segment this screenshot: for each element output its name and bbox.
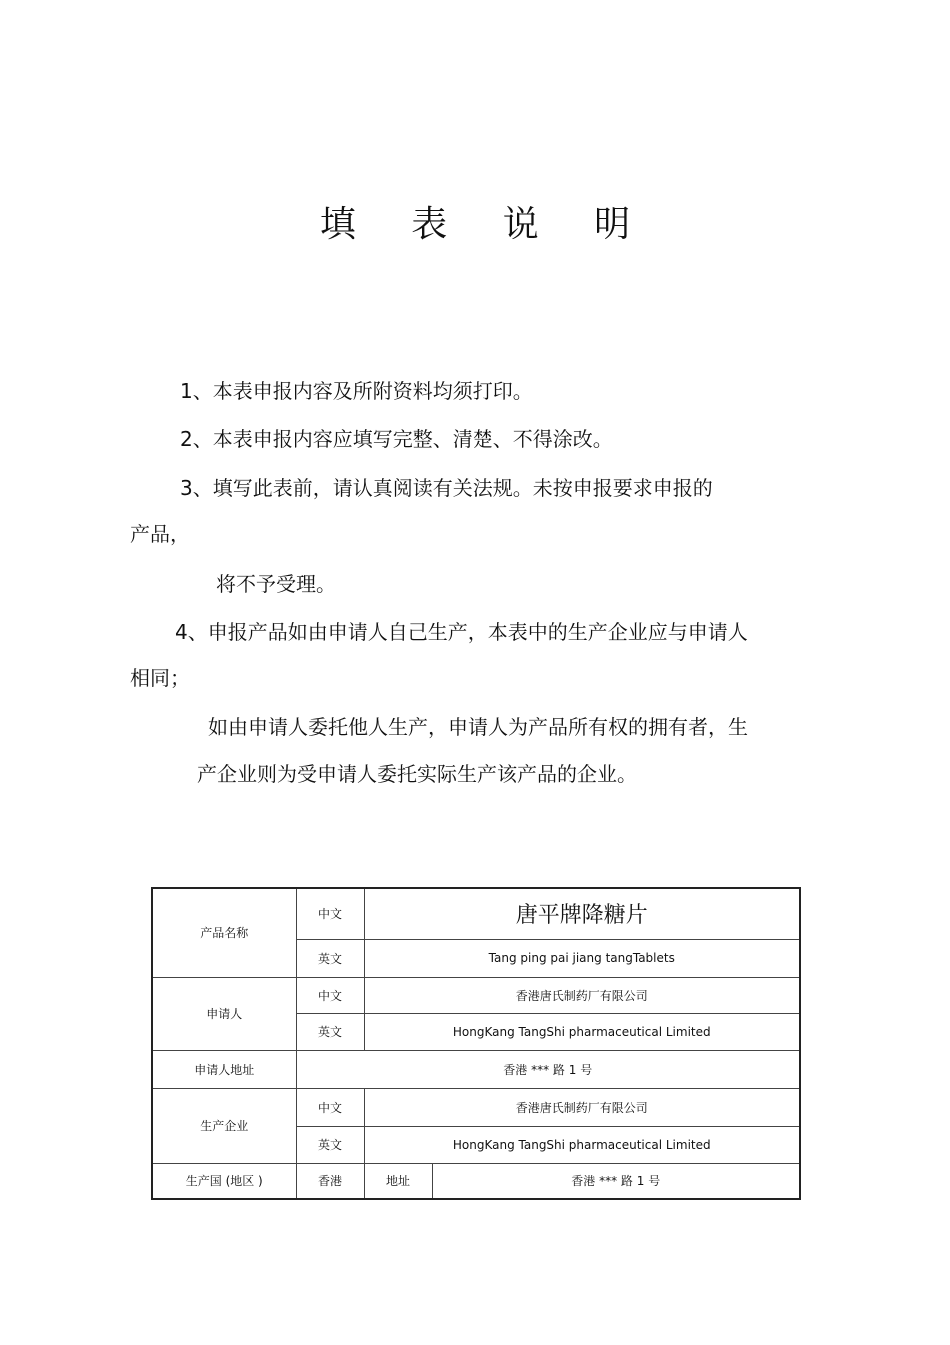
instruction-1: 1、本表申报内容及所附资料均须打印。: [180, 379, 533, 403]
manufacturer-en: HongKang TangShi pharmaceutical Limited: [364, 1126, 800, 1163]
applicant-address: 香港 *** 路 1 号: [296, 1050, 800, 1088]
product-name-cn: 唐平牌降糖片: [364, 888, 800, 939]
applicant-address-label: 申请人地址: [152, 1050, 296, 1088]
product-name-cn-label: 中文: [296, 888, 364, 939]
manufacturer-cn: 香港唐氏制药厂有限公司: [364, 1088, 800, 1126]
applicant-cn-label: 中文: [296, 977, 364, 1013]
applicant-label: 申请人: [152, 977, 296, 1050]
manufacturer-label: 生产企业: [152, 1088, 296, 1163]
country-value: 香港: [296, 1163, 364, 1199]
instruction-2: 2、本表申报内容应填写完整、清楚、不得涂改。: [180, 427, 613, 451]
page-title: 填 表 说 明: [319, 204, 653, 245]
product-name-en-label: 英文: [296, 939, 364, 977]
instruction-4: 4、申报产品如由申请人自己生产，本表中的生产企业应与申请人: [175, 620, 748, 644]
application-table: [151, 887, 801, 1200]
address-label: 地址: [364, 1163, 432, 1199]
manufacturer-en-label: 英文: [296, 1126, 364, 1163]
product-name-en: Tang ping pai jiang tangTablets: [364, 939, 800, 977]
instruction-4-cont: 相同；: [130, 666, 190, 690]
instruction-3-cont: 产品，: [130, 522, 190, 546]
product-name-label: 产品名称: [152, 888, 296, 977]
instruction-3: 3、填写此表前，请认真阅读有关法规。未按申报要求申报的: [180, 476, 713, 500]
instruction-4-cont3: 产企业则为受申请人委托实际生产该产品的企业。: [197, 762, 637, 786]
applicant-en: HongKang TangShi pharmaceutical Limited: [364, 1013, 800, 1050]
instruction-4-cont2: 如由申请人委托他人生产，申请人为产品所有权的拥有者，生: [208, 715, 748, 739]
address-value: 香港 *** 路 1 号: [432, 1163, 800, 1199]
instruction-3-cont2: 将不予受理。: [216, 572, 336, 596]
country-label: 生产国 (地区 ): [152, 1163, 296, 1199]
applicant-en-label: 英文: [296, 1013, 364, 1050]
applicant-cn: 香港唐氏制药厂有限公司: [364, 977, 800, 1013]
manufacturer-cn-label: 中文: [296, 1088, 364, 1126]
